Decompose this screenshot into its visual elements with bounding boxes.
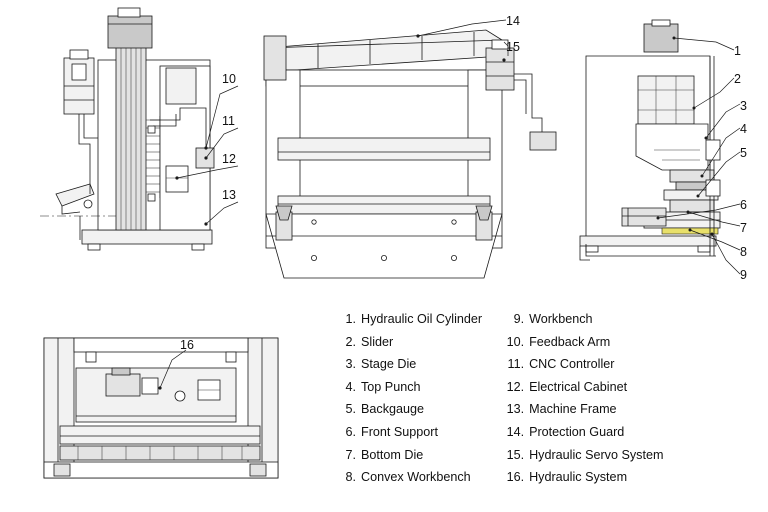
callout-9: 9 bbox=[740, 268, 747, 282]
legend-num-1: 1. bbox=[345, 312, 356, 326]
legend-item-3 bbox=[336, 357, 482, 371]
legend-label-9: Workbench bbox=[529, 312, 593, 326]
legend-num-12: 12. bbox=[506, 379, 525, 394]
right-side-elevation-view bbox=[566, 20, 766, 290]
legend-num-11: 11. bbox=[507, 357, 525, 372]
callout-10: 10 bbox=[222, 72, 236, 86]
legend-item-1 bbox=[336, 312, 482, 326]
callout-1: 1 bbox=[734, 44, 741, 58]
legend-label-15: Hydraulic Servo System bbox=[529, 447, 664, 462]
callout-7: 7 bbox=[740, 221, 747, 235]
legend-num-3: 3. bbox=[345, 357, 356, 372]
legend-item-11 bbox=[504, 357, 663, 371]
callout-14: 14 bbox=[506, 14, 520, 28]
legend-label-12: Electrical Cabinet bbox=[529, 379, 628, 394]
legend-label-5: Backgauge bbox=[361, 402, 425, 417]
legend-num-9: 9. bbox=[513, 312, 525, 326]
top-plan-view-drawing bbox=[30, 330, 290, 490]
legend-item-2 bbox=[336, 335, 482, 349]
legend-num-14: 14. bbox=[506, 424, 525, 439]
legend-item-5 bbox=[336, 402, 482, 416]
legend-label-10: Feedback Arm bbox=[529, 334, 611, 349]
legend-num-16: 16. bbox=[506, 470, 525, 485]
right-side-elevation-drawing bbox=[566, 20, 766, 290]
callout-6: 6 bbox=[740, 198, 747, 212]
legend-item-12 bbox=[504, 380, 663, 394]
legend-label-13: Machine Frame bbox=[529, 402, 617, 417]
legend-item-10 bbox=[504, 335, 663, 349]
legend-label-6: Front Support bbox=[361, 424, 439, 439]
top-plan-view bbox=[30, 330, 290, 490]
callout-11: 11 bbox=[222, 114, 235, 128]
legend-label-11: CNC Controller bbox=[529, 357, 615, 372]
legend-column-left bbox=[336, 312, 482, 484]
callout-13: 13 bbox=[222, 188, 236, 202]
callout-4: 4 bbox=[740, 122, 747, 136]
legend-num-13: 13. bbox=[506, 402, 525, 417]
legend-label-14: Protection Guard bbox=[529, 424, 625, 439]
legend-item-4 bbox=[336, 380, 482, 394]
legend-label-2: Slider bbox=[361, 334, 394, 349]
legend-item-16 bbox=[504, 470, 663, 484]
callout-2: 2 bbox=[734, 72, 741, 86]
callout-15: 15 bbox=[506, 40, 520, 54]
legend-label-1: Hydraulic Oil Cylinder bbox=[361, 312, 483, 326]
legend-item-7 bbox=[336, 448, 482, 462]
callout-8: 8 bbox=[740, 245, 747, 259]
legend-label-4: Top Punch bbox=[361, 379, 421, 394]
callout-5: 5 bbox=[740, 146, 747, 160]
legend-num-10: 10. bbox=[506, 334, 525, 349]
legend-item-15 bbox=[504, 448, 663, 462]
legend-num-4: 4. bbox=[345, 379, 356, 394]
legend bbox=[336, 312, 756, 484]
legend-num-8: 8. bbox=[345, 470, 356, 485]
legend-item-8 bbox=[336, 470, 482, 484]
left-side-elevation-view bbox=[20, 8, 250, 268]
legend-label-3: Stage Die bbox=[361, 357, 417, 372]
legend-label-8: Convex Workbench bbox=[361, 470, 471, 485]
legend-num-7: 7. bbox=[345, 447, 356, 462]
legend-label-7: Bottom Die bbox=[361, 447, 424, 462]
legend-item-14 bbox=[504, 425, 663, 439]
legend-item-6 bbox=[336, 425, 482, 439]
legend-num-2: 2. bbox=[345, 334, 356, 349]
callout-12: 12 bbox=[222, 152, 236, 166]
legend-label-16: Hydraulic System bbox=[529, 470, 628, 485]
legend-num-5: 5. bbox=[345, 402, 356, 417]
legend-num-6: 6. bbox=[345, 424, 356, 439]
left-side-elevation-drawing bbox=[20, 8, 250, 268]
callout-16: 16 bbox=[180, 338, 194, 352]
legend-item-9 bbox=[504, 312, 663, 326]
legend-item-13 bbox=[504, 402, 663, 416]
legend-column-right bbox=[504, 312, 663, 484]
legend-num-15: 15. bbox=[506, 447, 525, 462]
callout-3: 3 bbox=[740, 99, 747, 113]
